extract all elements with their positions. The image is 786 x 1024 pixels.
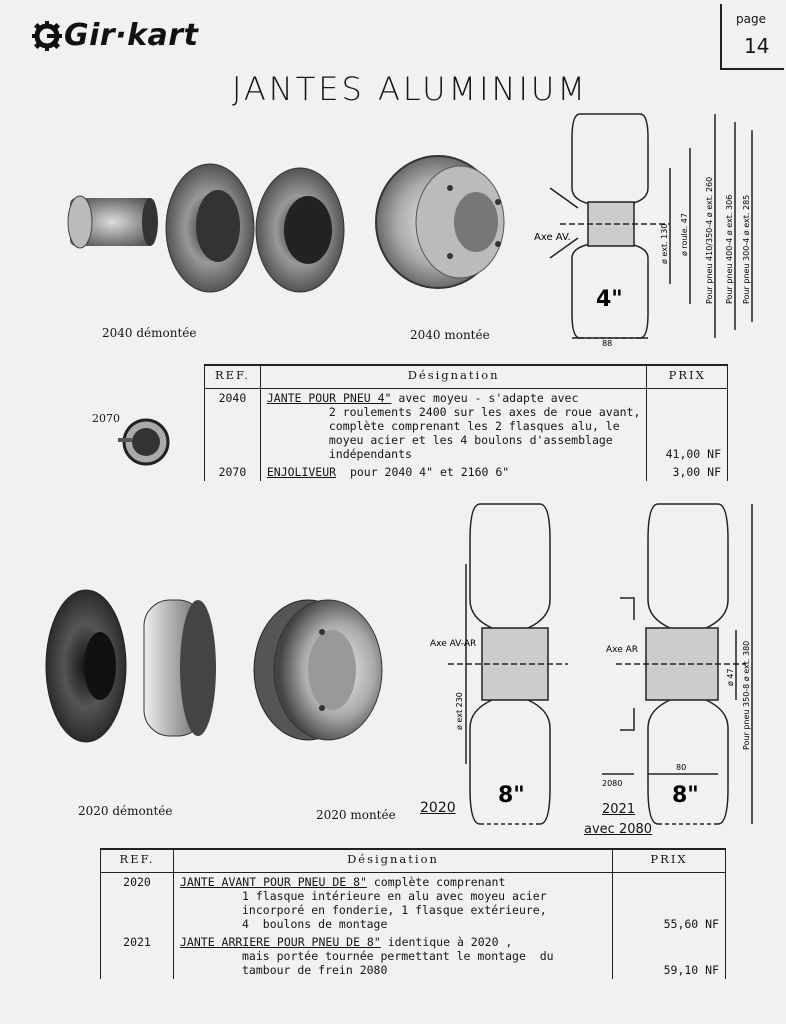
col-ref: REF.	[205, 365, 261, 389]
caption-2020-assembled: 2020 montée	[316, 808, 396, 822]
axle-label-av-ar: Axe AV-AR	[430, 639, 477, 649]
row-text: 4 boulons de montage	[242, 917, 388, 931]
with-drum-label: avec 2080	[584, 822, 653, 837]
row-title: JANTE ARRIERE POUR PNEU DE 8"	[180, 935, 381, 949]
table-row	[101, 933, 726, 979]
rim-2020-assembled-photo	[248, 596, 398, 746]
brand-logo	[32, 18, 198, 53]
rim-size-8in-rear: 8"	[672, 783, 699, 808]
caption-2040-disassembled: 2040 démontée	[102, 326, 197, 340]
tire-size-400: Pour pneu 400-4 ø ext. 306	[725, 194, 734, 304]
col-designation: Désignation	[174, 849, 613, 873]
rim-size-8in-front: 8"	[498, 783, 525, 808]
row-text: moyeu acier et les 4 boulons d'assemblage	[328, 433, 613, 447]
row-price: 55,60 NF	[613, 873, 726, 934]
rim-8in-rear-cross-section-drawing	[586, 500, 782, 830]
dim-front-230: ø ext 230	[455, 692, 464, 730]
page-title: JANTES ALUMINIUM	[232, 70, 588, 108]
row-text: complète comprenant les 2 flasques alu, le	[328, 419, 620, 433]
dim-hub-130: ø ext. 130	[660, 223, 669, 264]
dim-rear-drum-2080: 2080	[602, 779, 623, 788]
caption-2070: 2070	[92, 412, 120, 425]
logo-text: Gir·kart	[64, 18, 199, 53]
col-ref: REF.	[101, 849, 174, 873]
row-designation	[260, 389, 647, 464]
row-designation	[174, 873, 613, 934]
col-designation: Désignation	[260, 365, 647, 389]
rim-4in-cross-section-drawing	[520, 108, 782, 350]
axle-label-ar: Axe AR	[606, 645, 639, 655]
row-title: ENJOLIVEUR	[266, 465, 337, 479]
row-ref: 2021	[101, 933, 174, 979]
rim-size-4in: 4"	[596, 287, 623, 312]
page-number-box	[720, 4, 784, 70]
row-title: JANTE POUR PNEU 4"	[266, 391, 392, 405]
row-text: pour 2040 4" et 2160 6"	[336, 465, 510, 479]
row-text: 2 roulements 2400 sur les axes de roue avant,	[328, 405, 641, 419]
axle-label-av: Axe AV.	[534, 232, 571, 243]
row-text: mais portée tournée permettant le montage du	[242, 949, 554, 963]
table-row	[101, 873, 726, 934]
row-designation	[174, 933, 613, 979]
row-price: 3,00 NF	[647, 463, 728, 481]
tire-size-410: Pour pneu 410/350-4 ø ext. 260	[705, 176, 714, 304]
price-table-4in	[204, 364, 728, 481]
dim-rear-bearing-47: ø 47	[726, 668, 735, 686]
ref-2020-label: 2020	[420, 800, 456, 816]
col-price: PRIX	[647, 365, 728, 389]
row-text: tambour de frein 2080	[242, 963, 388, 977]
rim-2040-assembled-photo	[368, 150, 518, 295]
dim-rear-width-80: 80	[676, 763, 687, 772]
row-text: incorporé en fonderie, 1 flasque extérieure,	[242, 903, 547, 917]
hubcap-2070-photo	[116, 414, 172, 470]
dim-bearing-47: ø roule. 47	[680, 213, 689, 256]
row-text: identique à 2020 ,	[380, 935, 513, 949]
row-ref: 2020	[101, 873, 174, 934]
rim-2020-disassembled-photo	[38, 586, 228, 752]
dim-width-88: 88	[602, 339, 613, 348]
row-text: 1 flasque intérieure en alu avec moyeu acier	[242, 889, 547, 903]
row-designation	[260, 463, 647, 481]
tire-size-300: Pour pneu 300-4 ø ext. 285	[742, 194, 751, 304]
page-number: 14	[744, 34, 770, 58]
rim-8in-front-cross-section-drawing	[428, 500, 578, 830]
page-label: page	[736, 12, 766, 26]
row-title: JANTE AVANT POUR PNEU DE 8"	[180, 875, 367, 889]
rim-2040-disassembled-photo	[60, 150, 360, 310]
row-ref: 2070	[205, 463, 261, 481]
gear-icon	[32, 21, 62, 51]
row-text: complète comprenant	[366, 875, 506, 889]
table-row	[205, 389, 728, 464]
ref-2021-label: 2021	[602, 802, 636, 817]
price-table-8in	[100, 848, 726, 979]
col-price: PRIX	[613, 849, 726, 873]
row-ref: 2040	[205, 389, 261, 464]
row-price: 41,00 NF	[647, 389, 728, 464]
row-text: indépendants	[328, 447, 412, 461]
caption-2040-assembled: 2040 montée	[410, 328, 490, 342]
table-row	[205, 463, 728, 481]
caption-2020-disassembled: 2020 démontée	[78, 804, 173, 818]
row-text: avec moyeu - s'adapte avec	[391, 391, 579, 405]
row-price: 59,10 NF	[613, 933, 726, 979]
tire-size-350-8: Pour pneu 350-8 ø ext. 380	[742, 640, 751, 750]
